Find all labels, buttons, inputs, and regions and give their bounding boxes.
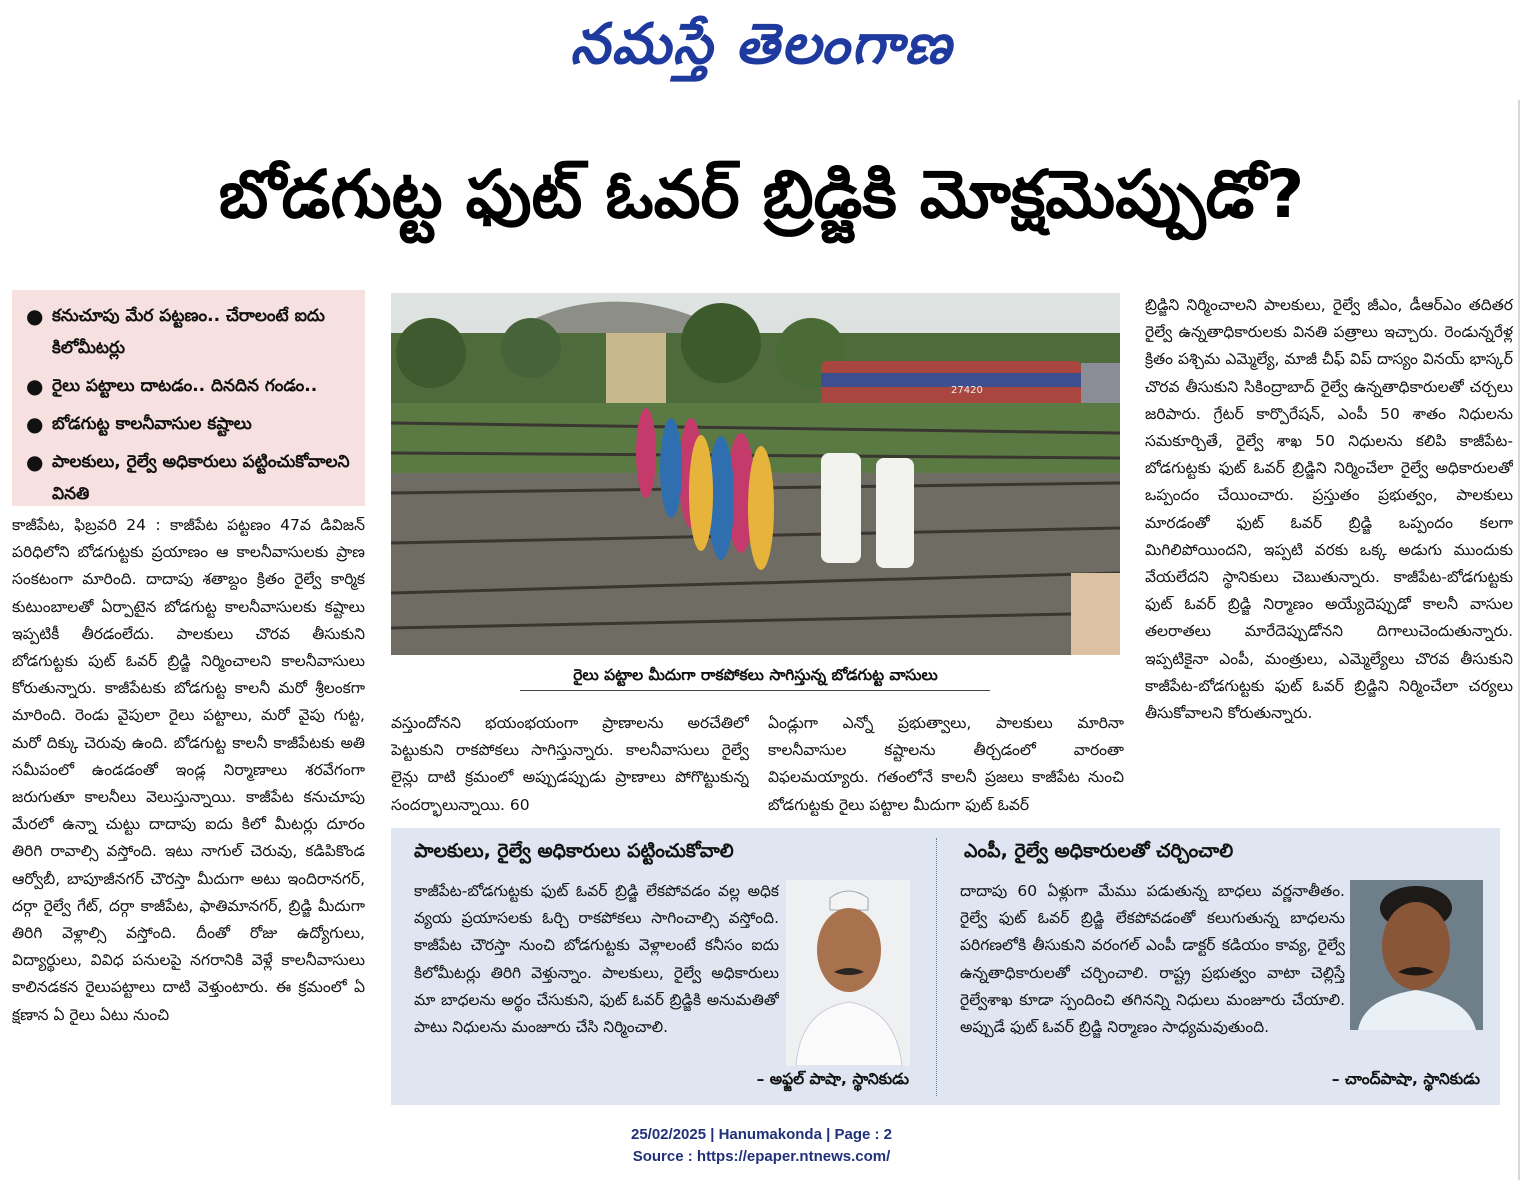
highlights-box — [12, 290, 365, 506]
bullet-icon: ● — [26, 374, 44, 398]
quotes-divider — [936, 838, 937, 1096]
bullet-icon: ● — [26, 304, 44, 328]
article-column-3: బ్రిడ్జిని నిర్మించాలని పాలకులు, రైల్వే జీఎం, డీఆర్ఎం తదితర రైల్వే ఉన్నతాధికారులకు వినతి పత్రాలు ఇచ్చారు. రెండున్నరేళ్ల క్రితం పశ్చిమ ఎమ్మెల్యే, మాజీ చీఫ్ విప్ దాస్యం వినయ్ భాస్కర్ చొరవ తీసుకుని సికింద్రాబాద్ రైల్వే ఉన్నతాధికారులతో చర్చలు జరిపారు. గ్రేటర్ కార్పొరేషన్, ఎంపీ 50 శాతం నిధులను సమకూర్చితే, రైల్వే శాఖ 50 నిధులను కలిపి కాజీపేట-బోడగుట్టకు ఫుట్ ఓవర్ బ్రిడ్జిని నిర్మించేలా రైల్వే అధికారులతో ఒప్పందం చేయించారు. ప్రస్తుతం ప్రభుత్వం, పాలకులు మారడంతో ఫుట్ ఓవర్ బ్రిడ్జి ఒప్పందం కలగా మిగిలిపోయిందని, ఇప్పటి వరకు ఒక్క అడుగు ముందుకు వేయలేదని స్థానికులు చెబుతున్నారు. కాజీపేట-బోడగుట్టకు ఫుట్ ఓవర్ బ్రిడ్జి నిర్మాణం అయ్యేదెప్పుడో కాలనీ వాసుల తలరాతలు మారేదెప్పుడోనని దిగాలుచెందుతున్నారు. ఇప్పటికైనా ఎంపీ, మంత్రులు, ఎమ్మెల్యేలు చొరవ తీసుకుని కాజీపేట-బోడగుట్టకు ఫుట్ ఓవర్ బ్రిడ్జిని నిర్మించేలా చర్యలు తీసుకోవాలని కోరుతున్నారు. — [1145, 296, 1513, 723]
article-column-2b: ఏండ్లుగా ఎన్నో ప్రభుత్వాలు, పాలకులు మారినా కాలనీవాసుల కష్టాలను తీర్చడంలో వారంతా విఫలమయ్యారు. గతంలోనే కాలనీ ప్రజలు కాజీపేట నుంచి బోడగుట్టకు రైలు పట్టాల మీదుగా ఫుట్ ఓవర్ — [768, 714, 1124, 814]
page-edge — [1518, 100, 1520, 1180]
bullet-icon: ● — [26, 412, 44, 436]
portrait-afzal-pasha — [786, 880, 910, 1066]
edition-info: 25/02/2025 | Hanumakonda | Page : 2 — [630, 1126, 892, 1143]
highlight-text: పాలకులు, రైల్వే అధికారులు పట్టించుకోవాలని వినతి — [52, 452, 350, 504]
highlight-item — [26, 300, 355, 364]
source-link[interactable]: Source : https://epaper.ntnews.com/ — [632, 1148, 891, 1165]
quote-text: దాదాపు 60 ఏళ్లుగా మేము పడుతున్న బాధలు వర్ణనాతీతం. రైల్వే ఫుట్ ఓవర్ బ్రిడ్జి లేకపోవడంతో కలుగుతున్న బాధలను పరిగణలోకి తీసుకుని వరంగల్ ఎంపీ డాక్టర్ కడియం కావ్య, రైల్వే ఉన్నతాధికారులతో చర్చించాలి. రాష్ట్ర ప్రభుత్వం వాటా చెల్లిస్తే రైల్వేశాఖ కూడా స్పందించి తగినన్ని నిధులు మంజూరు చేయాలి. అప్పుడే ఫుట్ ఓవర్ బ్రిడ్జి నిర్మాణం సాధ్యమవుతుంది. — [960, 882, 1345, 1037]
news-photo — [391, 293, 1120, 655]
highlight-item — [26, 446, 355, 510]
highlight-text: రైలు పట్టాలు దాటడం.. దినదిన గండం.. — [52, 376, 318, 396]
quote-title: పాలకులు, రైల్వే అధికారులు పట్టించుకోవాలి — [414, 840, 734, 862]
article-column-1: కాజీపేట, ఫిబ్రవరి 24 : కాజీపేట పట్టణం 47వ డివిజన్ పరిధిలోని బోడగుట్టకు ప్రయాణం ఆ కాలనీవాసులకు ప్రాణ సంకటంగా మారింది. దాదాపు శతాబ్దం క్రితం రైల్వే కార్మిక కుటుంబాలతో ఏర్పాటైన బోడగుట్ట కాలనీవాసులకు కష్టాలు ఇప్పటికీ తీరడంలేదు. పాలకులు చొరవ తీసుకుని బోడగుట్టకు పుట్ ఓవర్ బ్రిడ్జి నిర్మించాలని కాలనీవాసులు కోరుతున్నారు. కాజీపేటకు బోడగుట్ట కాలనీ మరో శ్రీలంకగా మారింది. రెండు వైపులా రైలు పట్టాలు, మరో వైపు గుట్ట, మరో దిక్కు చెరువు ఉంది. బోడగుట్ట కాలనీ కాజీపేటకు అతి సమీపంలో ఉండడంతో ఇండ్ల నిర్మాణాలు శరవేగంగా జరుగుతూ కాలనీలు వెలుస్తున్నాయి. కాజీపేట కనుచూపు మేరలో ఉన్నా చుట్టు దాదాపు ఐదు కిలో మీటర్లు దూరం తిరిగి రావాల్సి వస్తోంది. ఇటు నాగుల్ చెరువు, కడిపికొండ ఆర్వోబీ, బాపూజీనగర్ చౌరస్తా మీదుగా అటు ఇందిరానగర్, దర్గా రైల్వే గేట్, దర్గా కాజీపేట, ఫాతిమానగర్, బ్రిడ్జి మీదుగా తిరిగి వెళ్లాల్సి వస్తోంది. దీంతో రోజు ఉద్యోగులు, విద్యార్థులు, వివిధ పనులపై నగరానికి వెళ్లే కాలనీవాసులు కాలినడకన రైలుపట్టాలు దాటి వెళ్తుంటారు. ఈ క్రమంలో ఏ క్షణాన ఏ రైలు ఏటు నుంచి — [12, 516, 365, 1024]
bullet-icon: ● — [26, 450, 44, 474]
caption-divider — [520, 690, 990, 691]
quote-title: ఎంపీ, రైల్వే అధికారులతో చర్చించాలి — [964, 840, 1234, 862]
loco-number: 27420 — [951, 385, 983, 396]
headline: బోడగుట్ట ఫుట్ ఓవర్ బ్రిడ్జికి మోక్షమెప్పుడో? — [218, 156, 1305, 233]
page-footer — [0, 1124, 1523, 1168]
masthead-logo: నమస్తే తెలంగాణ — [570, 11, 953, 77]
railway-crossing-photo — [391, 293, 1120, 655]
photo-caption: రైలు పట్టాల మీదుగా రాకపోకలు సాగిస్తున్న బోడగుట్ట వాసులు — [573, 666, 938, 684]
portrait-chand-pasha — [1350, 880, 1483, 1030]
quote-signature: – అఫ్జల్ పాషా, స్థానికుడు — [756, 1070, 909, 1088]
highlight-text: బోడగుట్ట కాలనీవాసుల కష్టాలు — [52, 414, 252, 434]
highlight-item — [26, 370, 355, 402]
article-column-2a: వస్తుందోనని భయంభయంగా ప్రాణాలను అరచేతిలో పెట్టుకుని రాకపోకలు సాగిస్తున్నారు. కాలనీవాసులు రైల్వే లైన్లు దాటి క్రమంలో అప్పుడప్పుడు ప్రాణాలు పోగొట్టుకున్న సందర్భాలున్నాయి. 60 — [391, 714, 749, 814]
highlight-item — [26, 408, 355, 440]
quote-text: కాజీపేట-బోడగుట్టకు ఫుట్ ఓవర్ బ్రిడ్జి లేకపోవడం వల్ల అధిక వ్యయ ప్రయాసలకు ఓర్చి రాకపోకలు సాగించాల్సి వస్తోంది. కాజీపేట చౌరస్తా నుంచి బోడగుట్టకు వెళ్లాలంటే కనీసం ఐదు కిలోమీటర్లు తిరిగి వెళ్తున్నాం. పాలకులు, రైల్వే అధికారులు మా బాధలను అర్థం చేసుకుని, ఫుట్ ఓవర్ బ్రిడ్జికి అనుమతితో పాటు నిధులను మంజూరు చేసి నిర్మించాలి. — [414, 882, 779, 1037]
highlight-text: కనుచూపు మేర పట్టణం.. చేరాలంటే ఐదు కిలోమీటర్లు — [52, 306, 325, 358]
quote-signature: – చాంద్‌పాషా, స్థానికుడు — [1331, 1070, 1480, 1088]
